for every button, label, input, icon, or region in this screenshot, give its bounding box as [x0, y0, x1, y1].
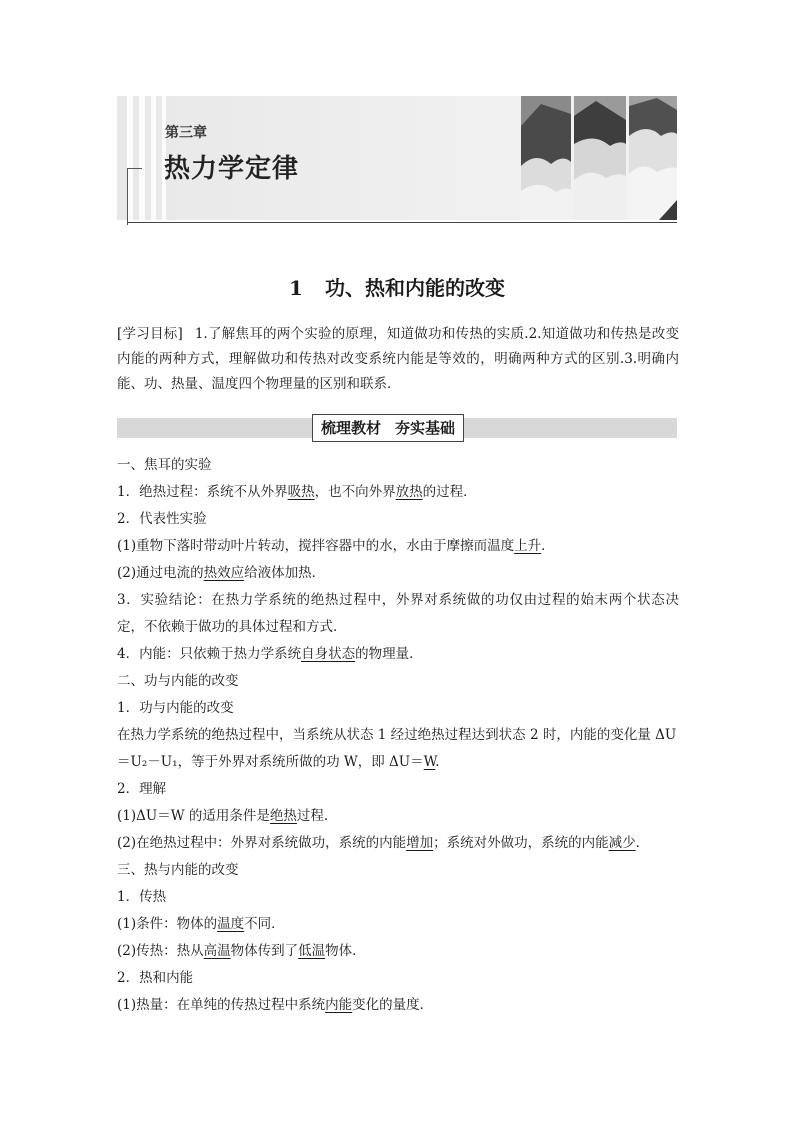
chapter-title: 热力学定律	[164, 154, 300, 184]
line-8a: 在热力学系统的绝热过程中，当系统从状态 1 经过绝热过程达到状态 2 时，内能的变化量 ΔU	[117, 727, 677, 743]
line-1: 1．绝热过程：系统不从外界吸热，也不向外界放热的过程．	[117, 484, 477, 500]
line-4: (2)通过电流的热效应给液体加热．	[117, 565, 326, 581]
answer-rexiaoying: 热效应	[203, 565, 245, 581]
line-3: (1)重物下落时带动叶片转动，搅拌容器中的水，水由于摩擦而温度上升．	[117, 538, 555, 554]
answer-zishenzhuangtai: 自身状态	[301, 646, 356, 662]
answer-shangsheng: 上升	[514, 538, 542, 554]
bar-label-left: 梳理教材	[321, 419, 382, 437]
heading-3: 三、热与内能的改变	[117, 862, 239, 878]
learning-goals	[117, 322, 679, 397]
answer-gaowen: 高温	[203, 943, 231, 959]
answer-zengjia: 增加	[406, 835, 434, 851]
line-16: (1)热量：在单纯的传热过程中系统内能变化的量度．	[117, 997, 434, 1013]
section-title	[0, 272, 794, 301]
line-8b: ＝U₂－U₁，等于外界对系统所做的功 W，即 ΔU＝W.	[117, 754, 440, 770]
line-12: 1．传热	[117, 889, 167, 905]
line-6: 4．内能：只依赖于热力学系统自身状态的物理量．	[117, 646, 423, 662]
answer-diwen: 低温	[298, 943, 326, 959]
line-9: 2．理解	[117, 781, 167, 797]
mountain-photo-1	[521, 96, 571, 220]
answer-jianshao: 减少	[608, 835, 636, 851]
answer-w: W	[423, 754, 436, 770]
answer-wendu: 温度	[217, 916, 245, 932]
heading-2: 二、功与内能的改变	[117, 673, 239, 689]
banner-baseline	[127, 222, 677, 223]
banner-bracket	[127, 168, 142, 225]
chapter-label: 第三章	[165, 125, 207, 141]
answer-neineng: 内能	[325, 997, 353, 1013]
section-number: 1	[289, 276, 303, 300]
answer-jueru: 绝热	[269, 808, 297, 824]
content-body	[117, 452, 679, 1019]
chapter-banner	[117, 96, 677, 220]
section-bar-label	[312, 414, 464, 442]
answer-fangre: 放热	[395, 484, 423, 500]
line-5: 3．实验结论：在热力学系统的绝热过程中，外界对系统做的功仅由过程的始末两个状态决定，不依赖于做功的具体过程和方式．	[117, 592, 679, 635]
line-2: 2．代表性实验	[117, 511, 207, 527]
answer-xire: 吸热	[287, 484, 315, 500]
line-7: 1．功与内能的改变	[117, 700, 234, 716]
goals-text: 1.了解焦耳的两个实验的原理，知道做功和传热的实质.2.知道做功和传热是改变内能的两种方式，理解做功和传热对改变系统内能是等效的，明确两种方式的区别.3.明确内能、功、热量、温度四个物理量的区别和联系．	[117, 326, 679, 392]
line-14: (2)传热：热从高温物体传到了低温物体．	[117, 943, 366, 959]
bar-label-right: 夯实基础	[395, 419, 456, 437]
line-11: (2)在绝热过程中：外界对系统做功，系统的内能增加；系统对外做功，系统的内能减少．	[117, 835, 650, 851]
mountain-photo-2	[574, 96, 626, 220]
mountain-photo-3	[629, 96, 677, 220]
line-15: 2．热和内能	[117, 970, 194, 986]
line-10: (1)ΔU＝W 的适用条件是绝热过程．	[117, 808, 338, 824]
line-13: (1)条件：物体的温度不同．	[117, 916, 285, 932]
heading-1: 一、焦耳的实验	[117, 457, 212, 473]
goals-label: [学习目标]	[117, 326, 183, 342]
section-title-text: 功、热和内能的改变	[324, 276, 505, 300]
